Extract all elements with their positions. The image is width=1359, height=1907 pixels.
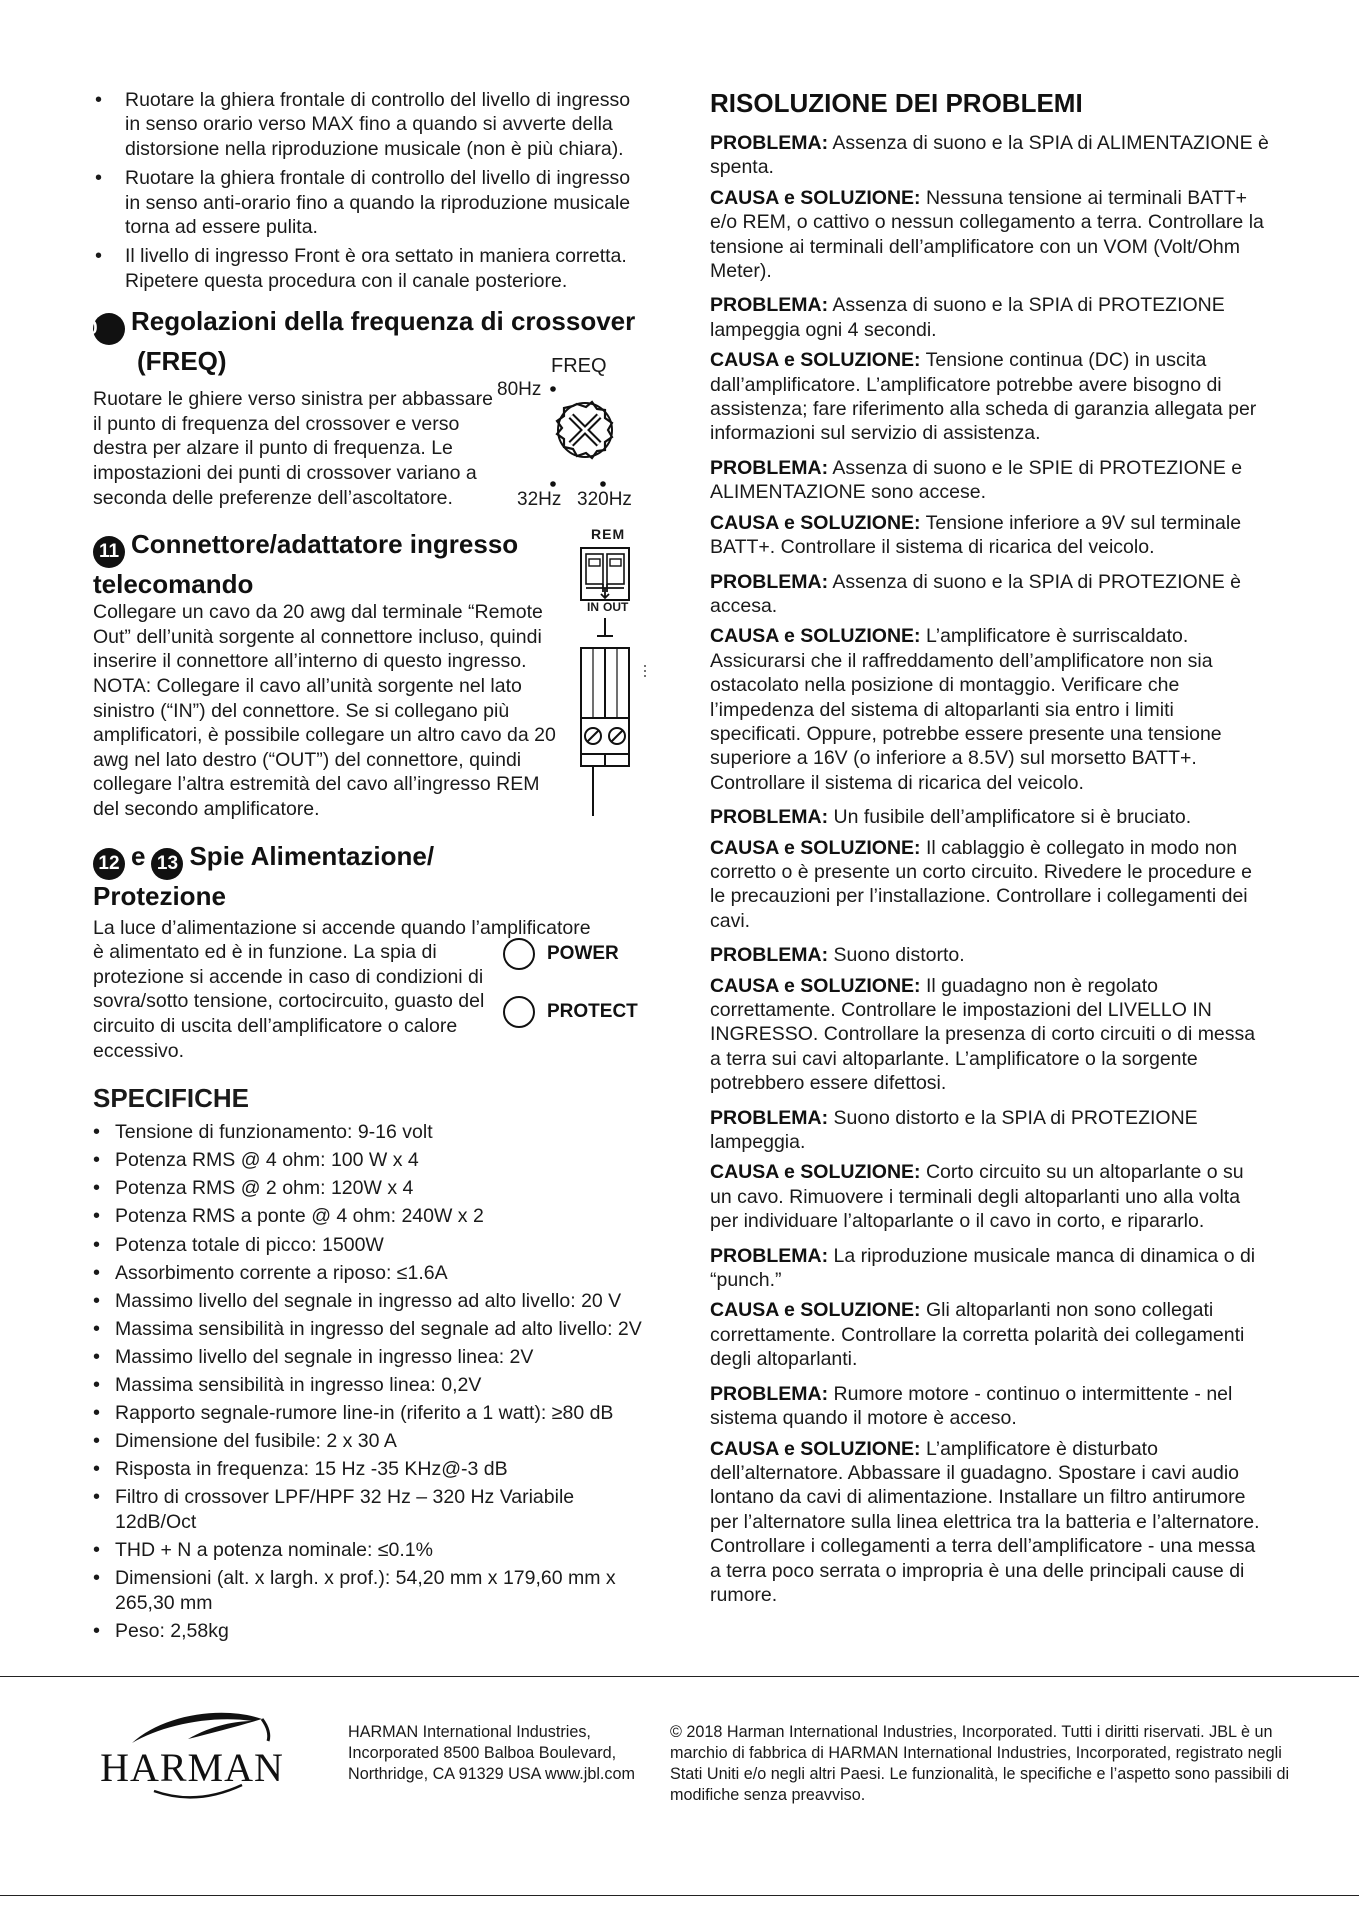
rem-label: REM	[591, 526, 626, 543]
problem-line	[710, 131, 1270, 180]
crossover-body	[93, 355, 649, 511]
intro-bullet: • Ruotare la ghiera frontale di controllo del livello di ingresso in senso anti-orario fino a quando la riproduzione musicale torna ad essere pulita.	[93, 166, 649, 239]
problem-block	[710, 293, 1270, 445]
problem-line	[710, 293, 1270, 342]
cause-label: CAUSA e SOLUZIONE:	[710, 974, 921, 997]
rem-out-label: OUT	[603, 600, 629, 615]
cause-line	[710, 974, 1270, 1096]
spec-item: • Assorbimento corrente a riposo: ≤1.6A	[93, 1261, 649, 1286]
cause-text: Corto circuito su un altoparlante o su un cavo. Rimuovere i terminali degli altoparlanti uno alla volta per individuare l’altoparlante o il cavo in corto, e ripararlo.	[710, 1161, 1244, 1233]
spec-item: • Peso: 2,58kg	[93, 1619, 649, 1644]
left-column	[76, 88, 649, 1647]
cause-line	[710, 624, 1270, 795]
harman-logo-text: HARMAN	[100, 1745, 284, 1790]
problem-label: PROBLEMA:	[710, 806, 829, 829]
section-remote-title: Connettore/adattatore ingresso telecomando	[93, 529, 519, 600]
problem-text: Suono distorto e la SPIA di PROTEZIONE lampeggia.	[710, 1106, 1198, 1154]
problem-line	[710, 1382, 1270, 1431]
cause-line	[710, 348, 1270, 446]
problem-line	[710, 1106, 1270, 1155]
freq-dial-diagram	[497, 355, 663, 521]
problem-label: PROBLEMA:	[710, 570, 829, 593]
harman-logo-icon	[92, 1705, 292, 1805]
harman-logo	[92, 1705, 292, 1805]
specs-heading: SPECIFICHE	[93, 1083, 250, 1114]
section-leds-joiner: e	[131, 840, 146, 871]
freq-dial-label-320hz: 320Hz	[577, 489, 632, 511]
cause-label: CAUSA e SOLUZIONE:	[710, 1299, 921, 1322]
cause-label: CAUSA e SOLUZIONE:	[710, 1437, 921, 1460]
spec-item: • Rapporto segnale-rumore line-in (riferito a 1 watt): ≥80 dB	[93, 1401, 649, 1426]
problem-text: Suono distorto.	[833, 944, 965, 967]
cause-label: CAUSA e SOLUZIONE:	[710, 349, 921, 372]
protect-led-icon	[503, 996, 535, 1028]
spec-item: • Risposta in frequenza: 15 Hz -35 KHz@-3 dB	[93, 1457, 649, 1482]
problem-label: PROBLEMA:	[710, 1244, 829, 1267]
spec-item: • Potenza RMS a ponte @ 4 ohm: 240W x 2	[93, 1204, 649, 1229]
footer-copyright: © 2018 Harman International Industries, Incorporated. Tutti i diritti riservati. JBL è un marchio di fabbrica di HARMAN International Industries, Incorporated, registrato negli Stati Uniti e/o negli altri Paesi. Le funzionalità, le specifiche e l’aspetto sono passibili di modifiche senza preavviso.	[670, 1723, 1290, 1804]
problem-line	[710, 805, 1270, 829]
problem-line	[710, 943, 1270, 967]
problem-block	[710, 943, 1270, 1095]
cause-text: Il cablaggio è collegato in modo non corretto o è presente un corto circuito. Rivedere le procedure e le precauzioni per l’installazione. Controllare i collegamenti dei cavi.	[710, 836, 1252, 932]
cause-label: CAUSA e SOLUZIONE:	[710, 625, 921, 648]
cause-text: L’amplificatore è surriscaldato. Assicurarsi che il raffreddamento dell’amplificatore non sia ostacolato nella posizione di montaggio. Verificare che l’impedenza del sistema di altoparlanti sia entro i limiti specificati. Oppure, potrebbe essere presente una tensione superiore a 16V (o inferiore a 8.5V) sul morsetto BATT+. Controllare il sistema di ricarica del veicolo.	[710, 625, 1222, 794]
cause-line	[710, 1437, 1270, 1608]
intro-bullet: • Ruotare la ghiera frontale di controllo del livello di ingresso in senso orario verso MAX fino a quando si avverte della distorsione nella riproduzione musicale (non è più chiara).	[93, 88, 649, 161]
cause-label: CAUSA e SOLUZIONE:	[710, 836, 921, 859]
cause-text: Tensione continua (DC) in uscita dall’amplificatore. L’amplificatore potrebbe avere bisogno di assistenza; fare riferimento alla scheda di garanzia allegata per informazioni sul servizio di assistenza.	[710, 349, 1257, 445]
spec-item: • THD + N a potenza nominale: ≤0.1%	[93, 1538, 649, 1563]
troubleshooting-list	[710, 131, 1270, 1607]
cause-text: Nessuna tensione ai terminali BATT+ e/o REM, o cattivo o nessun collegamento a terra. Controllare la tensione ai terminali dell’amplificatore con un VOM (Volt/Ohm Meter).	[710, 186, 1264, 283]
protect-led	[503, 996, 638, 1028]
troubleshooting-heading: RISOLUZIONE DEI PROBLEMI	[710, 88, 1083, 118]
problem-label: PROBLEMA:	[710, 1106, 829, 1129]
cause-label: CAUSA e SOLUZIONE:	[710, 1161, 921, 1184]
spec-item: • Potenza RMS @ 4 ohm: 100 W x 4	[93, 1148, 649, 1173]
spec-item: • Massimo livello del segnale in ingresso linea: 2V	[93, 1345, 649, 1370]
protect-led-label: PROTECT	[547, 1000, 638, 1022]
section-number-badge: 11	[93, 536, 125, 568]
intro-bullet: • Il livello di ingresso Front è ora settato in maniera corretta. Ripetere questa procedura con il canale posteriore.	[93, 244, 649, 293]
spec-item: • Potenza RMS @ 2 ohm: 120W x 4	[93, 1176, 649, 1201]
footer-top-rule	[0, 1676, 1359, 1677]
spec-item: • Filtro di crossover LPF/HPF 32 Hz – 320 Hz Variabile 12dB/Oct	[93, 1485, 649, 1534]
spec-item: • Tensione di funzionamento: 9-16 volt	[93, 1120, 649, 1145]
cause-text: Tensione inferiore a 9V sul terminale BATT+. Controllare il sistema di ricarica del veicolo.	[710, 511, 1242, 559]
spec-item: • Massima sensibilità in ingresso linea: 0,2V	[93, 1373, 649, 1398]
problem-line	[710, 570, 1270, 619]
section-number-badge: 13	[151, 848, 183, 880]
section-crossover-title: Regolazioni della frequenza di crossover (FREQ)	[131, 306, 636, 377]
spec-item: • Dimensione del fusibile: 2 x 30 A	[93, 1429, 649, 1454]
intro-bullet-list	[93, 88, 649, 293]
freq-dial-label-32hz: 32Hz	[517, 489, 562, 511]
freq-dial-label-80hz: 80Hz	[497, 379, 542, 401]
problem-label: PROBLEMA:	[710, 1382, 829, 1405]
problem-line	[710, 456, 1270, 505]
remote-text: Collegare un cavo da 20 awg dal terminale “Remote Out” dell’unità sorgente al connettore incluso, quindi inserire il connettore all’interno di questo ingresso. NOTA: Collegare il cavo all’unità sorgente nel lato sinistro (“IN”) del connettore. Se si collegano più amplificatori, è possibile collegare un altro cavo da 20 awg nel lato destro (“OUT”) del connettore, quindi collegare l’altra estremità del cavo all’ingresso REM del secondo amplificatore.	[93, 601, 556, 820]
right-column	[710, 88, 1270, 1617]
problem-block	[710, 131, 1270, 283]
problem-block	[710, 1244, 1270, 1372]
problem-label: PROBLEMA:	[710, 944, 829, 967]
cause-text: Gli altoparlanti non sono collegati correttamente. Controllare la corretta polarità dei collegamenti degli altoparlanti.	[710, 1299, 1245, 1371]
problem-label: PROBLEMA:	[710, 294, 829, 317]
cause-line	[710, 1160, 1270, 1233]
cause-label: CAUSA e SOLUZIONE:	[710, 511, 921, 534]
spec-item: • Dimensioni (alt. x largh. x prof.): 54,20 mm x 179,60 mm x 265,30 mm	[93, 1566, 649, 1615]
problem-line	[710, 1244, 1270, 1293]
problem-block	[710, 570, 1270, 796]
section-number-badge: 12	[93, 848, 125, 880]
section-leds-title: Spie Alimentazione/ Protezione	[93, 840, 435, 911]
problem-block	[710, 456, 1270, 560]
section-leds	[93, 840, 649, 1064]
cause-text: Il guadagno non è regolato correttamente. Controllare le impostazioni del LIVELLO IN INGRESSO. Controllare la presenza di corto circuiti o di messa a terra sui cavi altoparlante. L’amplificatore o la sorgente potrebbero essere difettosi.	[710, 974, 1256, 1095]
problem-block	[710, 1382, 1270, 1608]
footer-bottom-rule	[0, 1895, 1359, 1896]
leds-text-line1: La luce d’alimentazione si accende quando l’amplificatore	[93, 916, 591, 939]
specs-list	[93, 1120, 649, 1643]
problem-label: PROBLEMA:	[710, 456, 829, 479]
cause-line	[710, 511, 1270, 560]
cause-line	[710, 186, 1270, 284]
problem-text: Un fusibile dell’amplificatore si è bruciato.	[833, 806, 1192, 829]
section-crossover	[76, 305, 649, 511]
problem-block	[710, 805, 1270, 933]
cause-label: CAUSA e SOLUZIONE:	[710, 186, 921, 209]
freq-knob-icon	[503, 371, 663, 521]
power-led	[503, 938, 619, 970]
problem-block	[710, 1106, 1270, 1234]
freq-dial-title: FREQ	[551, 355, 607, 378]
power-led-icon	[503, 938, 535, 970]
cause-line	[710, 836, 1270, 934]
section-remote	[93, 528, 649, 821]
problem-label: PROBLEMA:	[710, 132, 829, 154]
problem-text: Rumore motore - continuo o intermittente - nel sistema quando il motore è acceso.	[710, 1382, 1233, 1430]
footer-address: HARMAN International Industries, Incorporated 8500 Balboa Boulevard, Northridge, CA 91329 USA www.jbl.com	[348, 1723, 636, 1783]
problem-text: Assenza di suono e la SPIA di PROTEZIONE è accesa.	[710, 570, 1242, 617]
spec-item: • Massimo livello del segnale in ingresso ad alto livello: 20 V	[93, 1289, 649, 1314]
problem-text: Assenza di suono e la SPIA di PROTEZIONE lampeggia ogni 4 secondi.	[710, 294, 1225, 341]
spec-item: • Potenza totale di picco: 1500W	[93, 1233, 649, 1258]
section-remote-heading	[93, 528, 563, 600]
rem-connector-icon	[573, 526, 653, 846]
section-number-badge: 10	[93, 313, 125, 345]
cause-line	[710, 1298, 1270, 1371]
cause-text: L’amplificatore è disturbato dell’alternatore. Abbassare il guadagno. Spostare i cavi audio lontano da cavi di alimentazione. Installare un filtro antirumore per l’alternatore sulla linea elettrica tra la batteria e l’alternatore. Controllare i collegamenti a terra dell’amplificatore - una messa a terra poco serrata o impropria è una delle principali cause di rumore.	[710, 1437, 1260, 1606]
section-leds-heading	[93, 840, 493, 912]
problem-text: La riproduzione musicale manca di dinamica o di “punch.”	[710, 1244, 1256, 1292]
power-led-label: POWER	[547, 942, 619, 964]
rem-connector-diagram	[573, 526, 653, 846]
rem-in-label: IN	[587, 600, 599, 615]
problem-text: Assenza di suono e le SPIE di PROTEZIONE e ALIMENTAZIONE sono accese.	[710, 456, 1243, 504]
spec-item: • Massima sensibilità in ingresso del segnale ad alto livello: 2V	[93, 1317, 649, 1342]
problem-text: Assenza di suono e la SPIA di ALIMENTAZIONE è spenta.	[710, 132, 1269, 179]
crossover-text: Ruotare le ghiere verso sinistra per abbassare il punto di frequenza del crossover e verso destra per alzare il punto di frequenza. Le impostazioni dei punti di crossover variano a seconda delle preferenze dell’ascoltatore.	[93, 388, 493, 509]
leds-text: è alimentato ed è in funzione. La spia di protezione si accende in caso di condizioni di sovra/sotto tensione, cortocircuito, guasto del circuito di uscita dell’amplificatore o calore eccessivo.	[93, 941, 485, 1062]
